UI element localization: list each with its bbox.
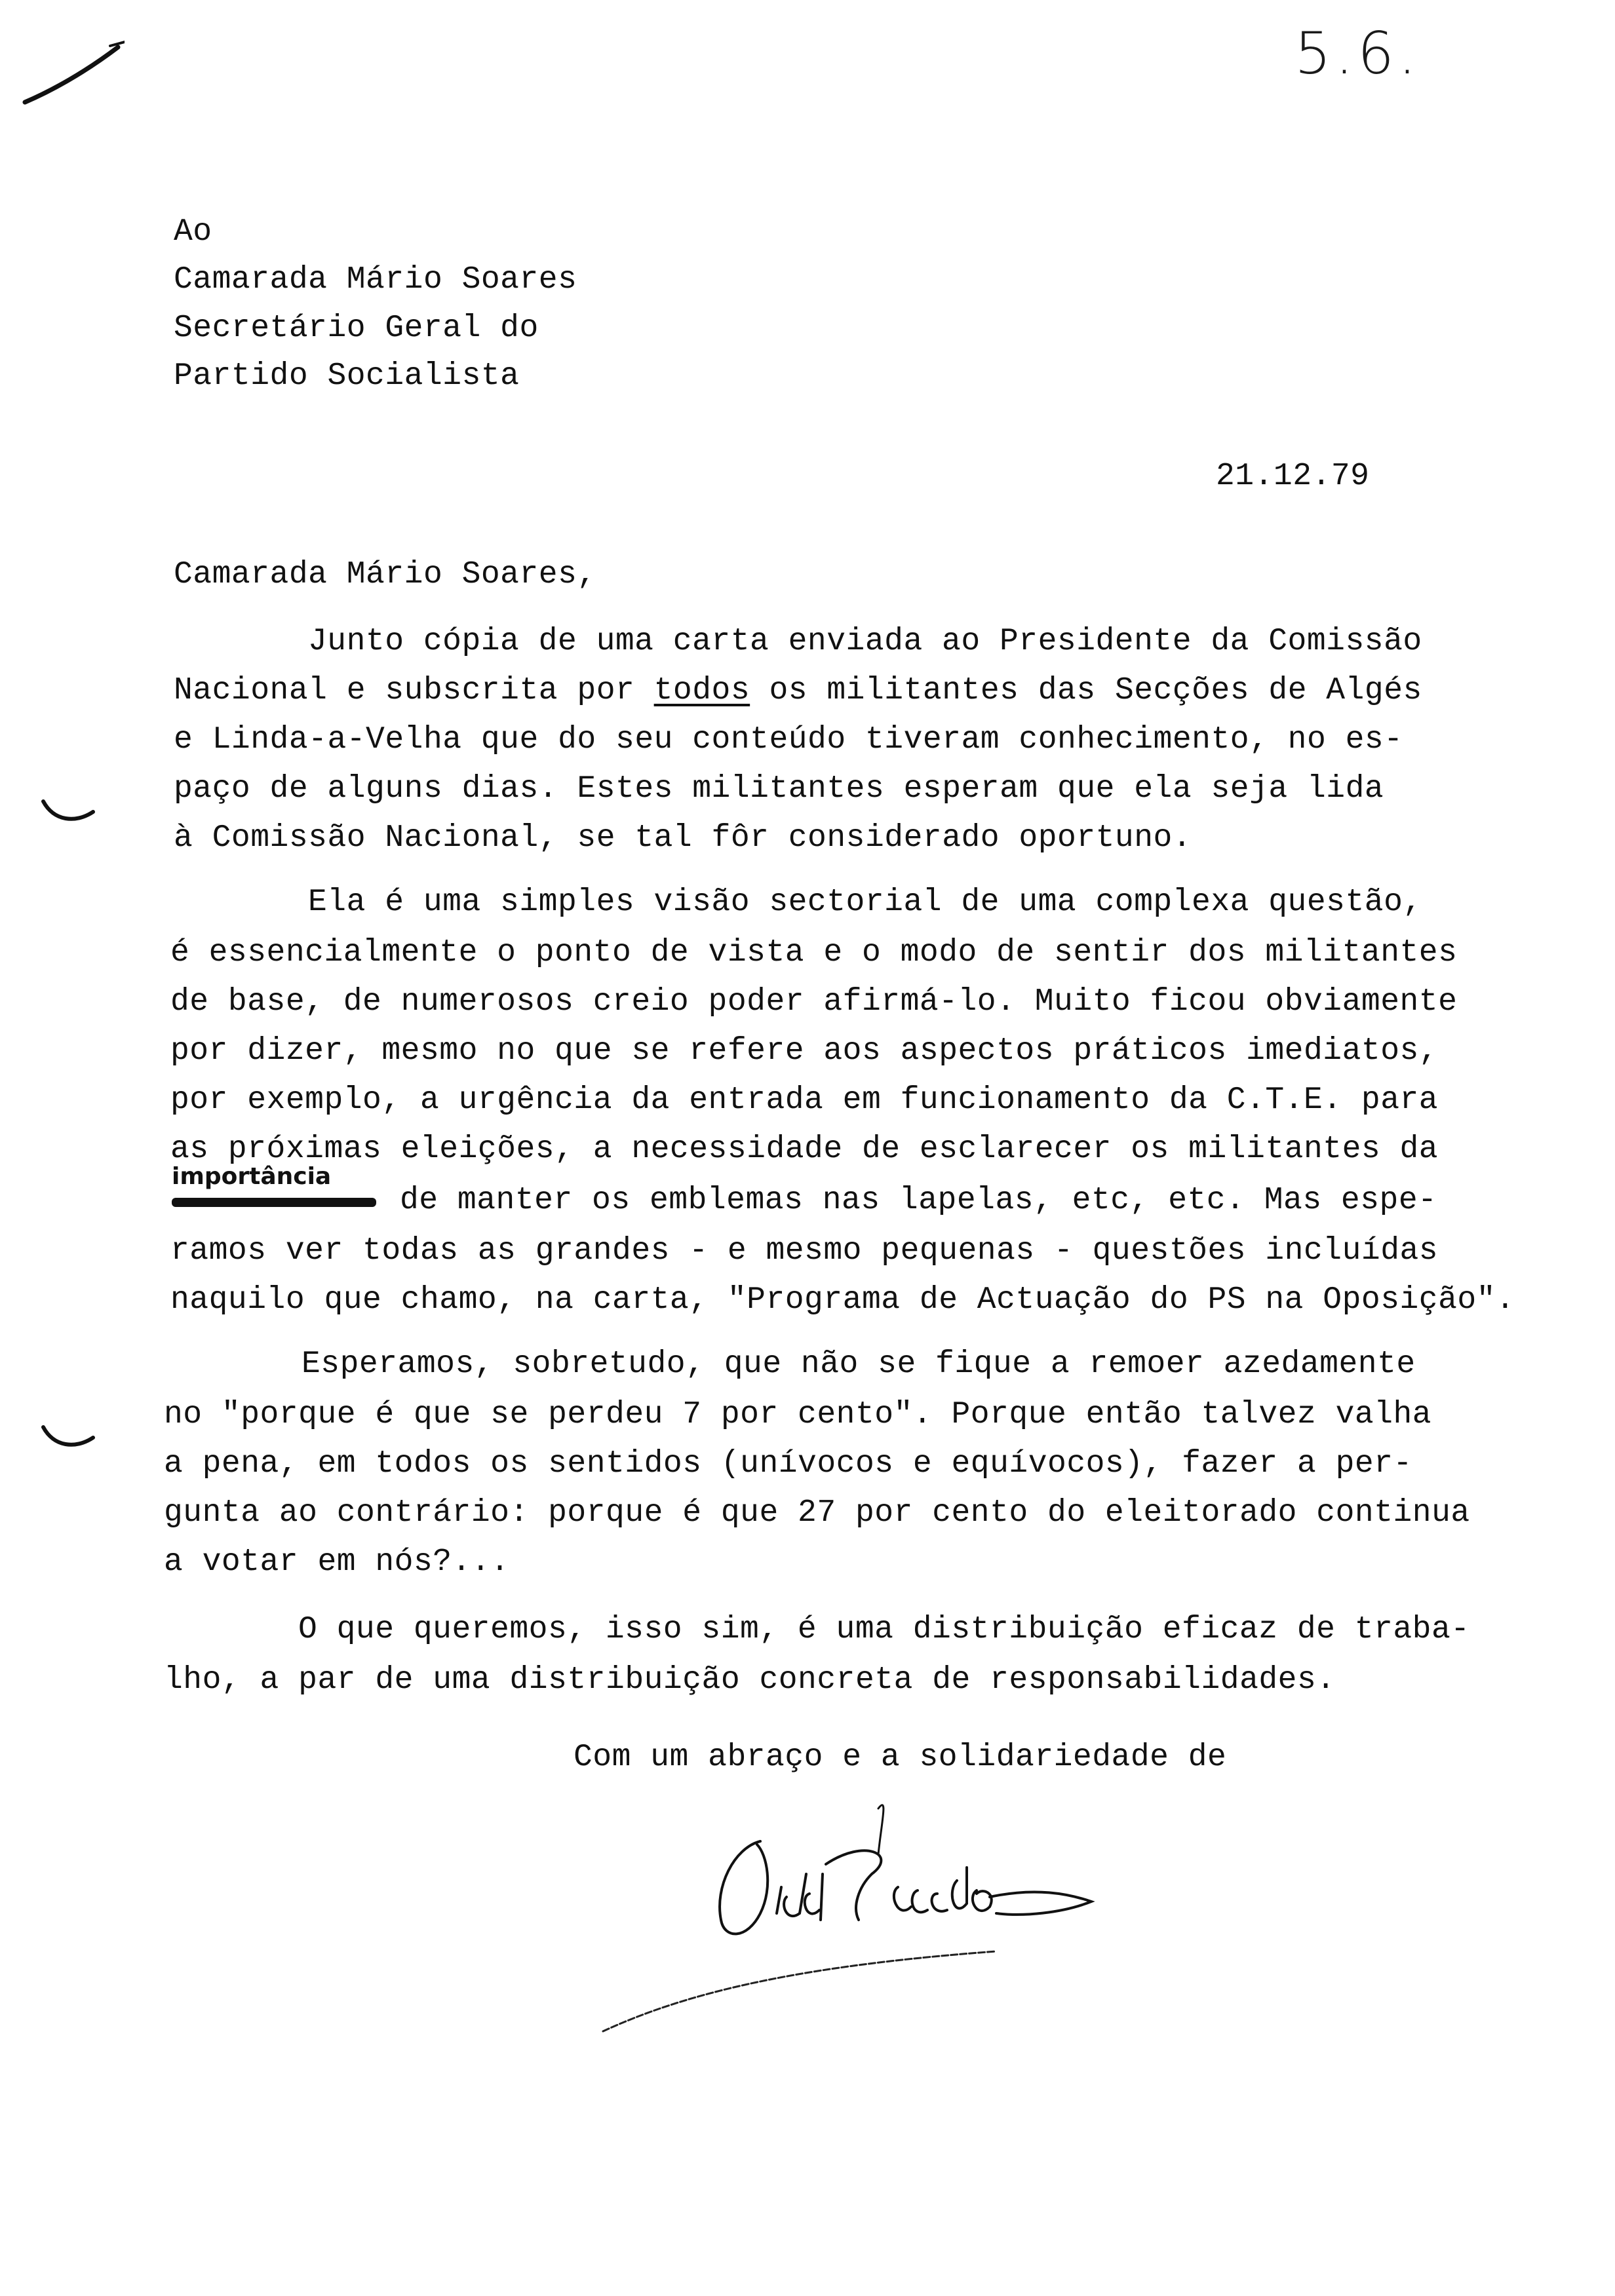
p1-line-5: à Comissão Nacional, se tal fôr considerado oportuno.	[174, 820, 1192, 856]
letter-date: 21.12.79	[1216, 459, 1370, 494]
p3-line-3: a pena, em todos os sentidos (unívocos e equívocos), fazer a per-	[164, 1446, 1412, 1482]
p2-line-8: ramos ver todas as grandes - e mesmo pequenas - questões incluídas	[170, 1233, 1439, 1269]
p4-line-2: lho, a par de uma distribuição concreta de responsabilidades.	[164, 1662, 1336, 1698]
address-line-4: Partido Socialista	[174, 358, 520, 394]
p1-line-3: e Linda-a-Velha que do seu conteúdo tiveram conhecimento, no es-	[174, 722, 1403, 757]
p1-line-1: Junto cópia de uma carta enviada ao Presidente da Comissão	[308, 624, 1422, 659]
underlined-word: todos	[653, 673, 750, 708]
margin-mark-2	[39, 1422, 98, 1455]
p4-line-1: O que queremos, isso sim, é uma distribuição eficaz de traba-	[298, 1612, 1470, 1647]
closing: Com um abraço e a solidariedade de	[574, 1740, 1227, 1775]
p2-line-1: Ela é uma simples visão sectorial de uma complexa questão,	[308, 885, 1422, 920]
p2-line-9: naquilo que chamo, na carta, "Programa de Actuação do PS na Oposição".	[170, 1282, 1515, 1318]
p2-line-7: de manter os emblemas nas lapelas, etc, etc. Mas espe-	[400, 1183, 1437, 1218]
p3-line-4: gunta ao contrário: porque é que 27 por cento do eleitorado continua	[164, 1495, 1470, 1531]
pen-mark-top-left	[20, 39, 125, 111]
margin-mark-1	[39, 796, 98, 829]
p1-line-4: paço de alguns dias. Estes militantes esperam que ela seja lida	[174, 771, 1384, 807]
p2-line-3: de base, de numerosos creio poder afirmá-lo. Muito ficou obviamente	[170, 984, 1458, 1020]
p1-line-2-a: Nacional e subscrita por	[174, 673, 654, 708]
address-line-3: Secretário Geral do	[174, 311, 539, 346]
p1-line-2	[174, 675, 1422, 706]
handwritten-correction: importância	[172, 1163, 332, 1190]
signature	[590, 1782, 1154, 2044]
salutation: Camarada Mário Soares,	[174, 557, 596, 592]
p2-line-2: é essencialmente o ponto de vista e o modo de sentir dos militantes	[170, 935, 1458, 970]
p1-line-2-b: os militantes das Secções de Algés	[750, 673, 1422, 708]
p3-line-5: a votar em nós?...	[164, 1544, 510, 1580]
p3-line-2: no "porque é que se perdeu 7 por cento". Porque então talvez valha	[164, 1397, 1432, 1432]
address-line-2: Camarada Mário Soares	[174, 262, 577, 297]
p2-line-5: por exemplo, a urgência da entrada em funcionamento da C.T.E. para	[170, 1082, 1439, 1118]
page-number: 5.6.	[1294, 20, 1420, 87]
p2-line-6: as próximas eleições, a necessidade de esclarecer os militantes da	[170, 1132, 1439, 1167]
address-line-1: Ao	[174, 214, 212, 250]
crossed-out-word	[172, 1198, 376, 1207]
p2-line-4: por dizer, mesmo no que se refere aos aspectos práticos imediatos,	[170, 1033, 1439, 1069]
p3-line-1: Esperamos, sobretudo, que não se fique a remoer azedamente	[302, 1347, 1416, 1382]
